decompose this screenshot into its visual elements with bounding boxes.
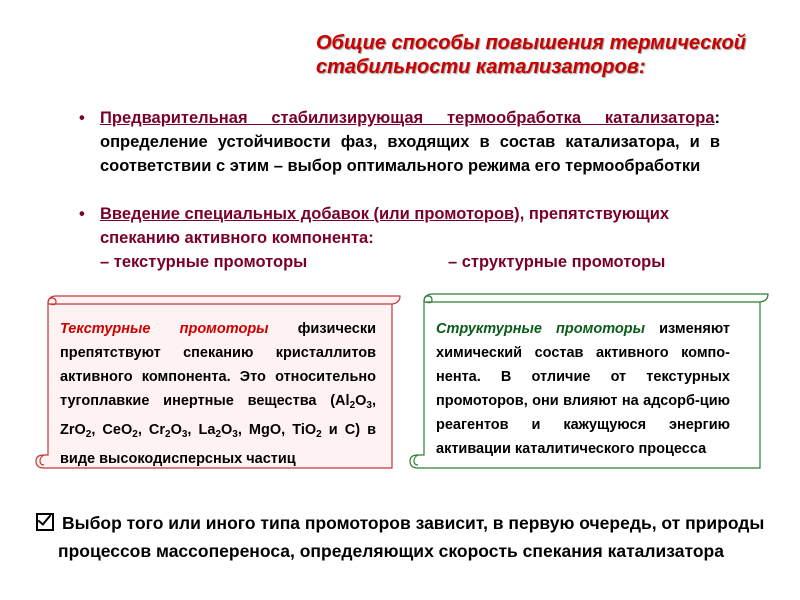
bullet-2-line-2: спеканию активного компонента:: [100, 229, 374, 247]
textural-promoters-term: Текстурные промоторы: [60, 321, 269, 337]
sub: 2: [215, 429, 221, 440]
structural-text: изменяют химический состав активного компо-нента. В отличие от текстурных промоторов, они влияют на адсорб-цию реагентов и кажущуюся энергию активации каталитического процесса: [436, 321, 731, 457]
formula-part: , La: [187, 422, 216, 438]
bullet-dot-icon: •: [79, 109, 85, 127]
structural-promoters-description: [436, 317, 730, 461]
bullet-1-text: определение устойчивости фаз, входящих в состав катализатора, и в соответствии с этим – выбор оптимального режима его термообработки: [100, 133, 720, 175]
bullet-dot-icon: •: [79, 205, 85, 223]
title-line-2: стабильности катализаторов:: [316, 56, 646, 78]
conclusion-line-1: Выбор того или иного типа промоторов зависит, в первую очередь, от природы: [62, 513, 765, 533]
sub: 2: [349, 400, 356, 411]
checkbox-checked-icon: [36, 513, 54, 531]
formula-part: , Cr: [137, 422, 166, 438]
formula-part: O: [355, 393, 367, 409]
sub: 2: [132, 429, 138, 440]
sub: 3: [366, 400, 372, 411]
formula-part: O: [221, 422, 233, 438]
formula-part: и C) в виде высокодисперсных частиц: [60, 422, 377, 467]
bullet-1-colon: :: [714, 109, 720, 127]
sub: 3: [232, 429, 238, 440]
sub: 2: [165, 429, 171, 440]
bullet-1-heading: Предварительная стабилизирующая термообработка катализатора: [100, 109, 715, 127]
conclusion: [36, 509, 776, 565]
textural-promoters-description: [60, 317, 376, 471]
structural-promoters-term: Структурные промоторы: [436, 321, 645, 337]
bullet-2-tail: , препятствующих: [519, 205, 670, 223]
conclusion-line-2: процессов массопереноса, определяющих скорость спекания катализатора: [58, 541, 724, 561]
sub: 3: [181, 429, 188, 440]
formula-part: , MgO, TiO: [237, 422, 317, 438]
formula-part: O: [170, 422, 182, 438]
sub: 2: [316, 429, 322, 440]
textural-text: физически препятствуют спеканию кристаллитов активного компонента. Это относительно тугоплавкие инертные вещества (Al: [60, 321, 376, 409]
title-line-1: Общие способы повышения термической: [316, 32, 746, 54]
label-textural-promoters: – текстурные промоторы: [100, 253, 308, 271]
sub: 2: [85, 429, 92, 440]
bullet-2-heading: Введение специальных добавок (или промоторов): [100, 205, 520, 223]
formula-part: , ZrO: [60, 393, 376, 438]
label-structural-promoters: – структурные промоторы: [448, 253, 666, 271]
formula-part: , CeO: [91, 422, 133, 438]
